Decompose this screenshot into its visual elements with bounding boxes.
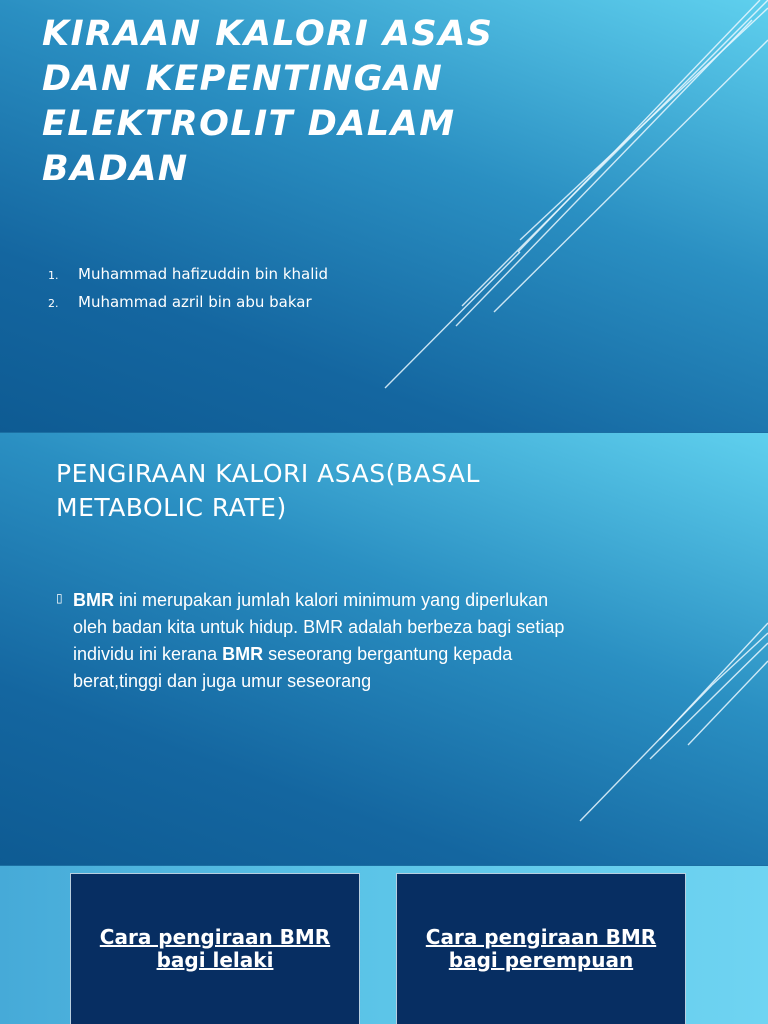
list-number: 1. (48, 269, 59, 282)
slide-title (0, 0, 768, 432)
author-list (40, 262, 328, 318)
list-number: 2. (48, 297, 59, 310)
author-name: Muhammad azril bin abu bakar (78, 293, 312, 311)
bmr-term: BMR (73, 590, 114, 610)
slide-bmr-links (0, 866, 768, 1024)
bullet-icon: ▯ (56, 591, 63, 605)
link-box-female[interactable] (396, 873, 686, 1024)
slide-title-heading: KIRAAN KALORI ASAS DAN KEPENTINGAN ELEKTROLIT DALAM BADAN (42, 14, 494, 189)
list-item (40, 290, 328, 318)
bmr-female-link[interactable]: Cara pengiraan BMR bagi perempuan (425, 925, 657, 972)
bmr-term: BMR (222, 644, 264, 664)
slide-heading: PENGIRAAN KALORI ASAS(BASAL METABOLIC RATE) (56, 459, 480, 522)
bullet-text-part: ini merupakan jumlah kalori minimum yang diperlukan oleh badan kita untuk hidup. BMR adalah berbeza bagi setiap individu ini kerana (73, 590, 565, 664)
list-item (40, 262, 328, 290)
link-box-male[interactable] (70, 873, 360, 1024)
bullet-item (56, 587, 566, 695)
slide-bmr (0, 433, 768, 865)
bmr-male-link[interactable]: Cara pengiraan BMR bagi lelaki (99, 925, 331, 972)
bullet-text (73, 587, 566, 695)
bullet-text-part: seseorang bergantung kepada berat,tinggi dan juga umur seseorang (73, 644, 513, 691)
author-name: Muhammad hafizuddin bin khalid (78, 265, 329, 283)
